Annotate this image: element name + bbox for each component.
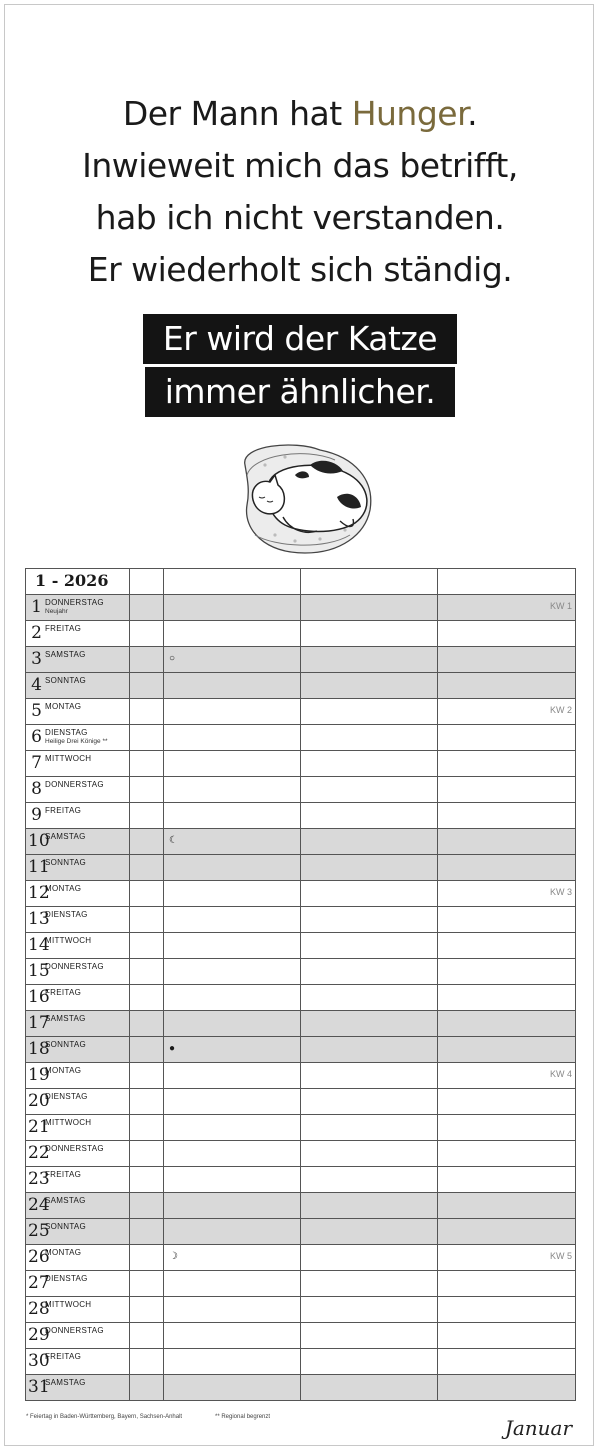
day-label-cell	[26, 1037, 130, 1063]
week-number: KW 1	[549, 601, 572, 611]
entry-cell-2[interactable]	[301, 933, 438, 959]
entry-cell-2[interactable]	[301, 959, 438, 985]
entry-cell-2[interactable]	[301, 1349, 438, 1375]
entry-cell-2[interactable]	[301, 725, 438, 751]
day-number: 2	[31, 623, 42, 643]
entry-cell-1[interactable]	[164, 595, 301, 621]
month-label-cell	[26, 569, 130, 595]
note-cell[interactable]	[130, 1167, 164, 1193]
note-cell[interactable]	[130, 1141, 164, 1167]
entry-cell-3[interactable]	[438, 1141, 576, 1167]
day-number: 22	[28, 1143, 50, 1163]
entry-cell-3[interactable]	[438, 829, 576, 855]
day-label-cell	[26, 829, 130, 855]
day-label-cell	[26, 1115, 130, 1141]
calendar-day-row	[26, 699, 576, 725]
weekday-label: DIENSTAG	[45, 1274, 88, 1283]
entry-cell-3[interactable]	[438, 647, 576, 673]
entry-cell-3[interactable]	[438, 933, 576, 959]
entry-cell-3[interactable]	[438, 881, 576, 907]
note-cell[interactable]	[130, 1011, 164, 1037]
weekday-label: SAMSTAG	[45, 1014, 86, 1023]
header-empty-cell	[130, 569, 164, 595]
entry-cell-1[interactable]	[164, 1089, 301, 1115]
entry-cell-2[interactable]	[301, 881, 438, 907]
moon-phase-icon: ☾	[169, 835, 178, 846]
quote-highlight: Hunger	[351, 94, 468, 133]
entry-cell-1[interactable]	[164, 725, 301, 751]
day-number: 1	[31, 597, 42, 617]
weekday-label: MONTAG	[45, 1248, 82, 1257]
calendar-day-row	[26, 1141, 576, 1167]
entry-cell-2[interactable]	[301, 1037, 438, 1063]
entry-cell-1[interactable]	[164, 699, 301, 725]
note-cell[interactable]	[130, 725, 164, 751]
entry-cell-3[interactable]	[438, 1375, 576, 1401]
note-cell[interactable]	[130, 777, 164, 803]
entry-cell-1[interactable]	[164, 1349, 301, 1375]
entry-cell-2[interactable]	[301, 1323, 438, 1349]
weekday-label: SONNTAG	[45, 1040, 87, 1049]
entry-cell-2[interactable]	[301, 985, 438, 1011]
entry-cell-3[interactable]	[438, 985, 576, 1011]
entry-cell-3[interactable]	[438, 751, 576, 777]
day-label-cell	[26, 1375, 130, 1401]
entry-cell-1[interactable]	[164, 1011, 301, 1037]
weekday-label: SAMSTAG	[45, 832, 86, 841]
entry-cell-1[interactable]	[164, 829, 301, 855]
entry-cell-2[interactable]	[301, 803, 438, 829]
day-label-cell	[26, 647, 130, 673]
entry-cell-1[interactable]	[164, 1037, 301, 1063]
day-label-cell	[26, 1323, 130, 1349]
entry-cell-1[interactable]	[164, 959, 301, 985]
note-cell[interactable]	[130, 673, 164, 699]
day-number: 28	[28, 1299, 50, 1319]
day-number: 13	[28, 909, 50, 929]
day-number: 14	[28, 935, 50, 955]
header-column-1	[164, 569, 301, 595]
day-label-cell	[26, 595, 130, 621]
day-label-cell	[26, 1245, 130, 1271]
note-cell[interactable]	[130, 1271, 164, 1297]
month-label: 1 - 2026	[35, 571, 109, 590]
weekday-label: DONNERSTAG	[45, 780, 104, 789]
note-cell[interactable]	[130, 647, 164, 673]
entry-cell-1[interactable]	[164, 1245, 301, 1271]
entry-cell-2[interactable]	[301, 907, 438, 933]
entry-cell-1[interactable]	[164, 855, 301, 881]
weekday-label: FREITAG	[45, 806, 82, 815]
day-label-cell	[26, 1271, 130, 1297]
calendar-day-row	[26, 959, 576, 985]
month-script-label: Januar	[504, 1416, 572, 1440]
day-number: 10	[28, 831, 50, 851]
day-label-cell	[26, 1063, 130, 1089]
moon-phase-icon: ☽	[169, 1251, 178, 1262]
day-number: 20	[28, 1091, 50, 1111]
note-cell[interactable]	[130, 1245, 164, 1271]
weekday-label: DIENSTAG	[45, 910, 88, 919]
weekday-label: SAMSTAG	[45, 1196, 86, 1205]
day-label-cell	[26, 1167, 130, 1193]
calendar-day-row	[26, 647, 576, 673]
entry-cell-1[interactable]	[164, 751, 301, 777]
entry-cell-3[interactable]	[438, 1297, 576, 1323]
week-number: KW 2	[549, 705, 572, 715]
note-cell[interactable]	[130, 1193, 164, 1219]
day-number: 8	[31, 779, 42, 799]
entry-cell-1[interactable]	[164, 1219, 301, 1245]
quote-text	[0, 88, 600, 296]
calendar-day-row	[26, 1245, 576, 1271]
entry-cell-2[interactable]	[301, 1193, 438, 1219]
day-number: 15	[28, 961, 50, 981]
day-label-cell	[26, 777, 130, 803]
weekday-label: MITTWOCH	[45, 754, 92, 763]
calendar-day-row	[26, 855, 576, 881]
weekday-label: SONNTAG	[45, 858, 87, 867]
day-label-cell	[26, 933, 130, 959]
note-cell[interactable]	[130, 855, 164, 881]
day-label-cell	[26, 1297, 130, 1323]
entry-cell-3[interactable]	[438, 855, 576, 881]
entry-cell-3[interactable]	[438, 1323, 576, 1349]
entry-cell-2[interactable]	[301, 829, 438, 855]
calendar-header-row	[26, 569, 576, 595]
sleeping-cat-illustration	[225, 435, 385, 560]
calendar-day-row	[26, 1037, 576, 1063]
calendar-table	[25, 568, 576, 1401]
entry-cell-3[interactable]	[438, 621, 576, 647]
calendar-day-row	[26, 803, 576, 829]
note-cell[interactable]	[130, 1323, 164, 1349]
day-label-cell	[26, 1011, 130, 1037]
note-cell[interactable]	[130, 1037, 164, 1063]
day-number: 26	[28, 1247, 50, 1267]
entry-cell-3[interactable]	[438, 1037, 576, 1063]
day-number: 5	[31, 701, 42, 721]
note-cell[interactable]	[130, 907, 164, 933]
note-cell[interactable]	[130, 751, 164, 777]
entry-cell-2[interactable]	[301, 1245, 438, 1271]
day-label-cell	[26, 855, 130, 881]
holiday-label: Heilige Drei Könige **	[45, 738, 108, 745]
entry-cell-2[interactable]	[301, 1089, 438, 1115]
entry-cell-1[interactable]	[164, 647, 301, 673]
day-number: 16	[28, 987, 50, 1007]
day-label-cell	[26, 803, 130, 829]
note-cell[interactable]	[130, 1115, 164, 1141]
day-number: 29	[28, 1325, 50, 1345]
footnote-holiday: * Feiertag in Baden-Württemberg, Bayern, Sachsen-Anhalt	[26, 1414, 183, 1420]
day-label-cell	[26, 881, 130, 907]
weekday-label: DIENSTAG	[45, 1092, 88, 1101]
entry-cell-3[interactable]	[438, 1063, 576, 1089]
day-number: 27	[28, 1273, 50, 1293]
entry-cell-1[interactable]	[164, 933, 301, 959]
note-cell[interactable]	[130, 1063, 164, 1089]
day-number: 6	[31, 727, 42, 747]
week-number: KW 5	[549, 1251, 572, 1261]
calendar-day-row	[26, 1011, 576, 1037]
note-cell[interactable]	[130, 959, 164, 985]
calendar-day-row	[26, 907, 576, 933]
note-cell[interactable]	[130, 985, 164, 1011]
entry-cell-1[interactable]	[164, 1271, 301, 1297]
calendar-day-row	[26, 933, 576, 959]
calendar-day-row	[26, 595, 576, 621]
entry-cell-1[interactable]	[164, 1141, 301, 1167]
entry-cell-1[interactable]	[164, 1323, 301, 1349]
note-cell[interactable]	[130, 933, 164, 959]
entry-cell-1[interactable]	[164, 1167, 301, 1193]
entry-cell-3[interactable]	[438, 777, 576, 803]
calendar-day-row	[26, 1323, 576, 1349]
note-cell[interactable]	[130, 1349, 164, 1375]
day-number: 7	[31, 753, 42, 773]
entry-cell-2[interactable]	[301, 673, 438, 699]
day-number: 19	[28, 1065, 50, 1085]
note-cell[interactable]	[130, 1089, 164, 1115]
day-number: 18	[28, 1039, 50, 1059]
quote-line-2: Inwieweit mich das betrifft,	[82, 146, 518, 185]
holiday-label: Neujahr	[45, 608, 68, 615]
calendar-day-row	[26, 725, 576, 751]
day-label-cell	[26, 907, 130, 933]
entry-cell-3[interactable]	[438, 725, 576, 751]
note-cell[interactable]	[130, 1297, 164, 1323]
day-number: 23	[28, 1169, 50, 1189]
footnote-regional: ** Regional begrenzt	[215, 1414, 271, 1420]
day-label-cell	[26, 673, 130, 699]
header-column-3	[438, 569, 576, 595]
calendar-day-row	[26, 751, 576, 777]
weekday-label: MITTWOCH	[45, 936, 92, 945]
entry-cell-3[interactable]	[438, 1193, 576, 1219]
entry-cell-3[interactable]	[438, 1089, 576, 1115]
quote-line-1: Der Mann hat Hunger.	[122, 94, 478, 133]
entry-cell-1[interactable]	[164, 907, 301, 933]
entry-cell-2[interactable]	[301, 1141, 438, 1167]
entry-cell-3[interactable]	[438, 673, 576, 699]
note-cell[interactable]	[130, 621, 164, 647]
entry-cell-3[interactable]	[438, 803, 576, 829]
note-cell[interactable]	[130, 803, 164, 829]
calendar-day-row	[26, 777, 576, 803]
calendar-day-row	[26, 1193, 576, 1219]
entry-cell-2[interactable]	[301, 1167, 438, 1193]
day-label-cell	[26, 959, 130, 985]
entry-cell-1[interactable]	[164, 673, 301, 699]
entry-cell-3[interactable]	[438, 1219, 576, 1245]
weekday-label: FREITAG	[45, 1170, 82, 1179]
entry-cell-2[interactable]	[301, 855, 438, 881]
note-cell[interactable]	[130, 1219, 164, 1245]
day-number: 3	[31, 649, 42, 669]
calendar-day-row	[26, 1167, 576, 1193]
calendar-day-row	[26, 985, 576, 1011]
entry-cell-2[interactable]	[301, 1375, 438, 1401]
entry-cell-3[interactable]	[438, 1245, 576, 1271]
weekday-label: SONNTAG	[45, 1222, 87, 1231]
moon-phase-icon: ●	[169, 1043, 176, 1054]
day-number: 21	[28, 1117, 50, 1137]
day-number: 4	[31, 675, 42, 695]
note-cell[interactable]	[130, 595, 164, 621]
day-number: 12	[28, 883, 50, 903]
entry-cell-2[interactable]	[301, 1219, 438, 1245]
note-cell[interactable]	[130, 1375, 164, 1401]
entry-cell-3[interactable]	[438, 1011, 576, 1037]
day-label-cell	[26, 621, 130, 647]
entry-cell-2[interactable]	[301, 621, 438, 647]
weekday-label: DONNERSTAG	[45, 1326, 104, 1335]
calendar-day-row	[26, 1375, 576, 1401]
weekday-label: FREITAG	[45, 988, 82, 997]
entry-cell-2[interactable]	[301, 1297, 438, 1323]
calendar-day-row	[26, 621, 576, 647]
day-label-cell	[26, 1193, 130, 1219]
punchline-line-2-wrap	[0, 367, 600, 417]
entry-cell-1[interactable]	[164, 803, 301, 829]
calendar-day-row	[26, 1219, 576, 1245]
week-number: KW 4	[549, 1069, 572, 1079]
day-number: 11	[28, 857, 50, 877]
week-number: KW 3	[549, 887, 572, 897]
day-number: 9	[31, 805, 42, 825]
entry-cell-2[interactable]	[301, 777, 438, 803]
day-label-cell	[26, 699, 130, 725]
day-number: 25	[28, 1221, 50, 1241]
calendar-day-row	[26, 1297, 576, 1323]
weekday-label: SONNTAG	[45, 676, 87, 685]
calendar-day-row	[26, 829, 576, 855]
day-label-cell	[26, 1349, 130, 1375]
entry-cell-1[interactable]	[164, 777, 301, 803]
punchline-line-1: Er wird der Katze	[143, 314, 457, 364]
weekday-label: MONTAG	[45, 884, 82, 893]
punchline-line-1-wrap	[0, 314, 600, 364]
entry-cell-2[interactable]	[301, 1011, 438, 1037]
day-number: 31	[28, 1377, 50, 1397]
entry-cell-3[interactable]	[438, 699, 576, 725]
calendar-day-row	[26, 1115, 576, 1141]
note-cell[interactable]	[130, 829, 164, 855]
entry-cell-3[interactable]	[438, 1349, 576, 1375]
entry-cell-3[interactable]	[438, 595, 576, 621]
day-number: 24	[28, 1195, 50, 1215]
weekday-label: FREITAG	[45, 1352, 82, 1361]
weekday-label: DONNERSTAG	[45, 598, 104, 607]
weekday-label: FREITAG	[45, 624, 82, 633]
entry-cell-1[interactable]	[164, 1115, 301, 1141]
entry-cell-3[interactable]	[438, 1271, 576, 1297]
entry-cell-2[interactable]	[301, 699, 438, 725]
weekday-label: SAMSTAG	[45, 1378, 86, 1387]
day-label-cell	[26, 751, 130, 777]
calendar-day-row	[26, 673, 576, 699]
quote-line-4: Er wiederholt sich ständig.	[87, 250, 513, 289]
calendar-day-row	[26, 881, 576, 907]
entry-cell-1[interactable]	[164, 985, 301, 1011]
weekday-label: MONTAG	[45, 702, 82, 711]
entry-cell-1[interactable]	[164, 621, 301, 647]
header-column-2	[301, 569, 438, 595]
day-label-cell	[26, 985, 130, 1011]
day-label-cell	[26, 1089, 130, 1115]
calendar-day-row	[26, 1349, 576, 1375]
day-label-cell	[26, 1141, 130, 1167]
entry-cell-1[interactable]	[164, 1375, 301, 1401]
weekday-label: DIENSTAG	[45, 728, 88, 737]
day-label-cell	[26, 1219, 130, 1245]
entry-cell-3[interactable]	[438, 907, 576, 933]
calendar-day-row	[26, 1063, 576, 1089]
weekday-label: DONNERSTAG	[45, 1144, 104, 1153]
weekday-label: SAMSTAG	[45, 650, 86, 659]
entry-cell-2[interactable]	[301, 595, 438, 621]
day-number: 17	[28, 1013, 50, 1033]
entry-cell-1[interactable]	[164, 1193, 301, 1219]
entry-cell-2[interactable]	[301, 647, 438, 673]
weekday-label: MONTAG	[45, 1066, 82, 1075]
entry-cell-2[interactable]	[301, 1271, 438, 1297]
weekday-label: MITTWOCH	[45, 1300, 92, 1309]
entry-cell-2[interactable]	[301, 1115, 438, 1141]
moon-phase-icon: ○	[169, 653, 176, 664]
entry-cell-3[interactable]	[438, 1115, 576, 1141]
day-number: 30	[28, 1351, 50, 1371]
entry-cell-3[interactable]	[438, 959, 576, 985]
entry-cell-2[interactable]	[301, 1063, 438, 1089]
weekday-label: DONNERSTAG	[45, 962, 104, 971]
entry-cell-2[interactable]	[301, 751, 438, 777]
note-cell[interactable]	[130, 699, 164, 725]
calendar-day-row	[26, 1089, 576, 1115]
weekday-label: MITTWOCH	[45, 1118, 92, 1127]
day-label-cell	[26, 725, 130, 751]
calendar-day-row	[26, 1271, 576, 1297]
entry-cell-1[interactable]	[164, 881, 301, 907]
entry-cell-1[interactable]	[164, 1297, 301, 1323]
note-cell[interactable]	[130, 881, 164, 907]
entry-cell-3[interactable]	[438, 1167, 576, 1193]
entry-cell-1[interactable]	[164, 1063, 301, 1089]
quote-line-3: hab ich nicht verstanden.	[95, 198, 505, 237]
punchline-line-2: immer ähnlicher.	[145, 367, 456, 417]
